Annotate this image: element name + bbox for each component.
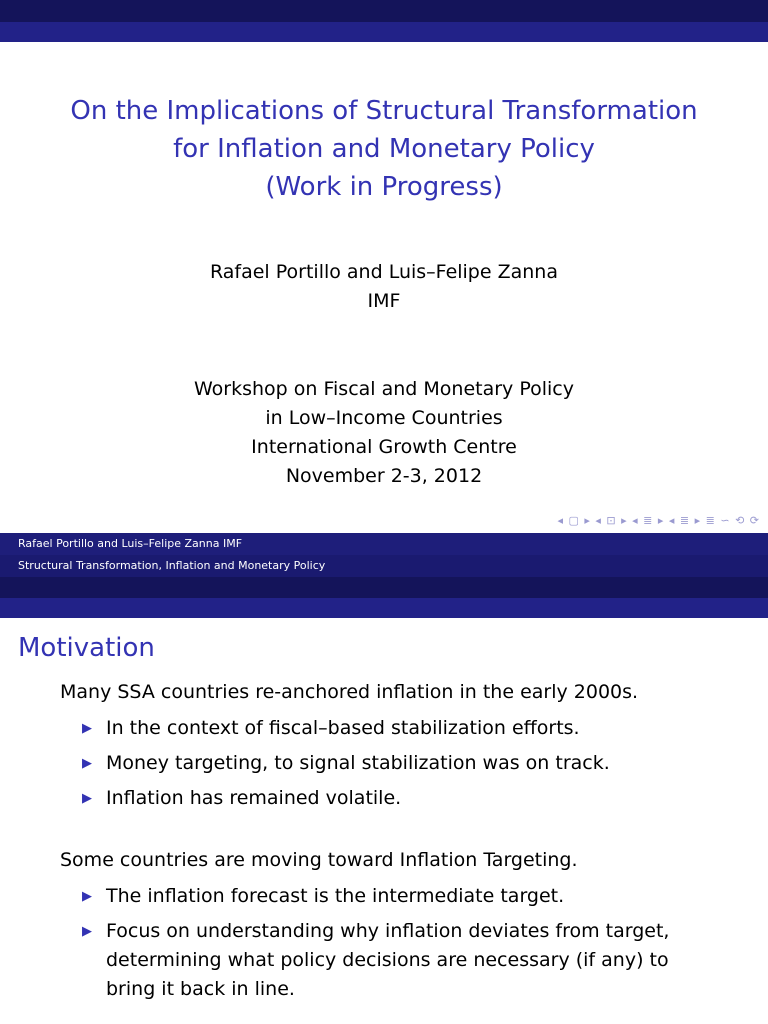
list-item	[80, 749, 720, 778]
authors: Rafael Portillo and Luis–Felipe Zanna	[209, 261, 558, 283]
slide1-header-bar-dark	[0, 0, 768, 22]
paragraph-2: Some countries are moving toward Inflation Targeting.	[60, 849, 578, 871]
bullet-text: In the context of fiscal–based stabilization efforts.	[106, 717, 580, 739]
triangle-bullet-icon: ▶	[82, 924, 92, 939]
title-line-1: On the Implications of Structural Transformation	[70, 96, 698, 126]
institution: IMF	[367, 290, 401, 312]
bullet-text: Money targeting, to signal stabilization was on track.	[106, 752, 610, 774]
paragraph-1: Many SSA countries re-anchored inflation in the early 2000s.	[60, 681, 639, 703]
title-line-2: for Inflation and Monetary Policy	[173, 134, 595, 164]
title-line-3: (Work in Progress)	[265, 172, 503, 202]
footer-authors-bar	[0, 533, 768, 555]
slide1-header-bar-mid	[0, 22, 768, 42]
bullet-list-1	[80, 714, 720, 819]
list-item	[80, 784, 720, 813]
slide2-header-bar-mid	[0, 598, 768, 618]
triangle-bullet-icon: ▶	[82, 721, 92, 736]
footer-title: Structural Transformation, Inflation and Monetary Policy	[18, 559, 326, 572]
triangle-bullet-icon: ▶	[82, 889, 92, 904]
triangle-bullet-icon: ▶	[82, 791, 92, 806]
bullet-text: The inflation forecast is the intermediate target.	[106, 885, 565, 907]
event-block	[0, 375, 768, 491]
slide1-title	[0, 92, 768, 206]
list-item	[80, 917, 720, 1004]
author-block	[0, 258, 768, 316]
triangle-bullet-icon: ▶	[82, 756, 92, 771]
footer-title-bar	[0, 555, 768, 577]
event-date: November 2-3, 2012	[285, 465, 483, 487]
event-line-2: in Low–Income Countries	[265, 407, 503, 429]
bullet-text: Focus on understanding why inflation deviates from target, determining what policy decisions are necessary (if any) to bring it back in line.	[106, 920, 670, 1000]
bullet-text: Inflation has remained volatile.	[106, 787, 402, 809]
event-line-1: Workshop on Fiscal and Monetary Policy	[194, 378, 574, 400]
beamer-navigation-icons[interactable]: ◂ ▢ ▸ ◂ ⊡ ▸ ◂ ≣ ▸ ◂ ≣ ▸ ≣ ∽ ⟲ ⟳	[557, 514, 760, 527]
bullet-list-2	[80, 882, 720, 1010]
footer-authors: Rafael Portillo and Luis–Felipe Zanna IMF	[18, 537, 243, 550]
list-item	[80, 882, 720, 911]
frame-title: Motivation	[18, 633, 155, 663]
list-item	[80, 714, 720, 743]
event-line-3: International Growth Centre	[251, 436, 517, 458]
slide2-header-bar-dark	[0, 577, 768, 598]
